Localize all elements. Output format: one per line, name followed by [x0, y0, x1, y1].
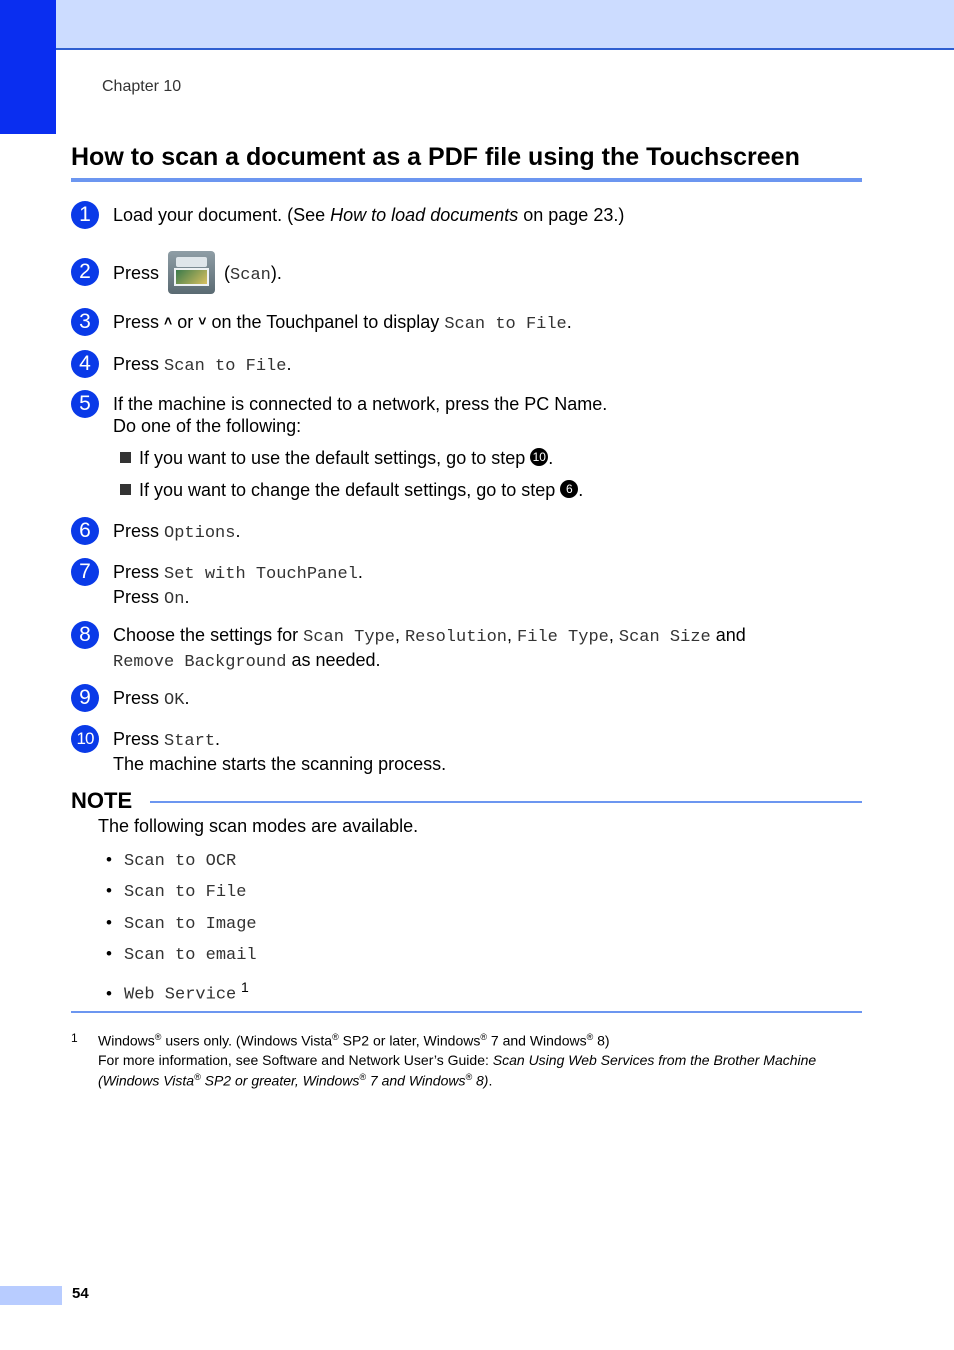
scan-icon — [168, 251, 215, 294]
chevron-up-icon: ˄ — [164, 313, 173, 330]
step-number: 2 — [71, 258, 99, 286]
list-item: • Web Service $^1$ — [106, 979, 249, 1005]
step-number: 8 — [71, 621, 99, 649]
header-band — [0, 0, 954, 50]
step-text: Choose the settings for Scan Type, Resolution, File Type, Scan Size and Remove Background as needed. — [113, 625, 746, 672]
step-text: Press Options. — [113, 521, 241, 543]
step-ref-badge: 6 — [560, 480, 578, 498]
step-number: 6 — [71, 517, 99, 545]
footnote-line-3: (Windows Vista® SP2 or greater, Windows® 7 and Windows® 8). — [98, 1072, 493, 1089]
list-item: • Scan to email — [106, 944, 257, 965]
note-heading: NOTE — [71, 788, 133, 813]
step-text: Press Set with TouchPanel. Press On. — [113, 562, 363, 609]
substep-change: If you want to change the default settings, go to step 6 . — [120, 480, 583, 501]
step-number: 3 — [71, 308, 99, 336]
step-text: Press OK. — [113, 688, 190, 710]
step-number: 10 — [71, 725, 99, 753]
step-text: Press (Scan). — [113, 251, 282, 298]
step-text: Press Scan to File. — [113, 354, 292, 376]
page-number: 54 — [72, 1285, 89, 1302]
chevron-down-icon: ˅ — [198, 313, 207, 330]
title-underline — [71, 178, 862, 182]
list-item: • Scan to File — [106, 881, 247, 902]
bullet-square-icon — [120, 484, 131, 495]
footnote-line-1: Windows® users only. (Windows Vista® SP2 or later, Windows® 7 and Windows® 8) — [98, 1032, 610, 1049]
list-item: • Scan to OCR — [106, 850, 237, 871]
step-text: Press Start. The machine starts the scanning process. — [113, 729, 447, 774]
step-number: 5 — [71, 390, 99, 418]
step-number: 7 — [71, 558, 99, 586]
note-bottom-rule — [71, 1011, 862, 1013]
page-title: How to scan a document as a PDF file using the Touchscreen — [71, 143, 800, 171]
step-text: Press ˄ or ˅ on the Touchpanel to display Scan to File. — [113, 312, 572, 334]
step-number: 9 — [71, 684, 99, 712]
note-text: The following scan modes are available. — [98, 816, 419, 836]
page-number-band — [0, 1286, 62, 1305]
step-text: Load your document. (See How to load documents on page 23.) — [113, 205, 625, 225]
step-text: If the machine is connected to a network, press the PC Name. Do one of the following: — [113, 394, 608, 436]
link-text: How to load documents — [330, 205, 519, 225]
list-item: • Scan to Image — [106, 913, 257, 934]
substep-default: If you want to use the default settings, go to step 10 . — [120, 448, 553, 469]
note-rule — [150, 801, 862, 803]
footnote-number: 1 — [71, 1031, 78, 1045]
footnote-line-2: For more information, see Software and Network User’s Guide: Scan Using Web Services from the Brother Machine — [98, 1052, 817, 1068]
bullet-square-icon — [120, 452, 131, 463]
chapter-label: Chapter 10 — [102, 78, 182, 95]
step-number: 1 — [71, 201, 99, 229]
step-number: 4 — [71, 350, 99, 378]
footnote-marker: 1 — [240, 979, 249, 995]
step-ref-badge: 10 — [530, 448, 548, 466]
chapter-tab — [0, 0, 56, 134]
